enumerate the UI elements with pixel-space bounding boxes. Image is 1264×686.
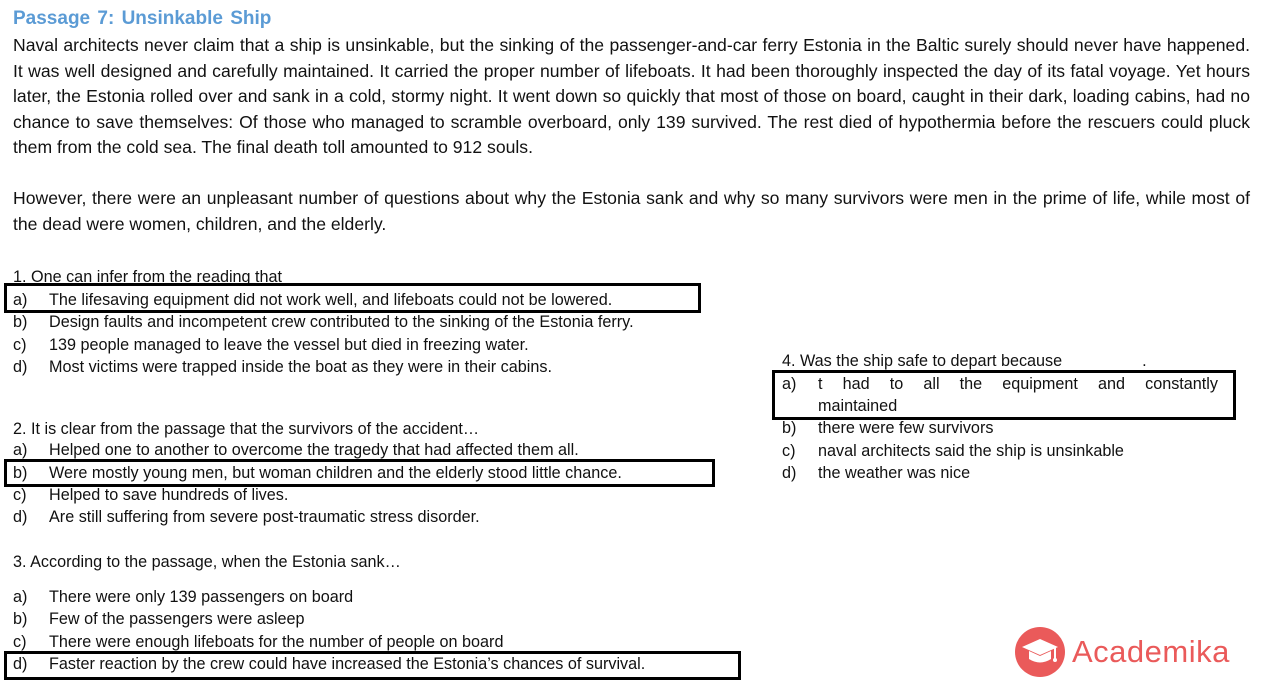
option-letter: d): [13, 655, 28, 673]
option-letter: c): [13, 633, 27, 651]
question-3-option-c[interactable]: [13, 631, 503, 653]
option-text: Few of the passengers were asleep: [49, 610, 305, 628]
question-4-stem-end: .: [1142, 352, 1147, 370]
question-4-option-b[interactable]: [782, 417, 993, 439]
answer-highlight-box: [772, 370, 1236, 420]
option-text: Helped one to another to overcome the tragedy that had affected them all.: [49, 441, 579, 459]
question-2-option-a[interactable]: [13, 439, 579, 461]
answer-highlight-box: [4, 459, 715, 487]
option-text: Were mostly young men, but woman children and the elderly stood little chance.: [49, 464, 622, 482]
question-4-option-a-continued: maintained: [818, 397, 898, 415]
option-letter: a): [13, 441, 28, 459]
option-letter: a): [13, 291, 28, 309]
option-text: There were only 139 passengers on board: [49, 588, 354, 606]
question-4-option-c[interactable]: [782, 440, 1124, 462]
question-2-option-c[interactable]: [13, 484, 288, 506]
option-text: 139 people managed to leave the vessel but died in freezing water.: [49, 336, 529, 354]
option-letter: d): [782, 464, 797, 482]
academika-logo: [1014, 626, 1230, 678]
option-letter: a): [13, 588, 28, 606]
option-letter: c): [13, 486, 27, 504]
answer-highlight-box: [4, 283, 701, 313]
graduation-cap-icon: [1014, 626, 1066, 678]
option-text: Are still suffering from severe post-traumatic stress disorder.: [49, 508, 480, 526]
question-3-stem: 3. According to the passage, when the Estonia sank…: [13, 553, 401, 571]
question-4-stem-text: 4. Was the ship safe to depart because: [782, 352, 1063, 370]
passage-title: Passage 7: Unsinkable Ship: [13, 8, 272, 29]
question-1-stem: 1. One can infer from the reading that: [13, 268, 283, 286]
option-letter: b): [13, 464, 28, 482]
option-text: Most victims were trapped inside the boat as they were in their cabins.: [49, 358, 552, 376]
option-letter: a): [782, 375, 797, 393]
question-2-stem: 2. It is clear from the passage that the survivors of the accident…: [13, 420, 480, 438]
question-4-stem: [782, 350, 1147, 372]
option-letter: d): [13, 508, 28, 526]
option-text: Faster reaction by the crew could have increased the Estonia’s chances of survival.: [49, 655, 646, 673]
option-text: Helped to save hundreds of lives.: [49, 486, 289, 504]
option-letter: c): [13, 336, 27, 354]
question-4-option-d[interactable]: [782, 462, 970, 484]
answer-highlight-box: [4, 651, 741, 680]
question-1-option-d[interactable]: [13, 356, 552, 378]
option-text: There were enough lifeboats for the number of people on board: [49, 633, 504, 651]
question-3-option-a[interactable]: [13, 586, 353, 608]
option-letter: c): [782, 442, 796, 460]
question-2-option-d[interactable]: [13, 506, 480, 528]
option-letter: b): [782, 419, 797, 437]
question-3-option-b[interactable]: [13, 608, 305, 630]
passage-paragraph-1: Naval architects never claim that a ship is unsinkable, but the sinking of the passenger-and-car ferry Estonia in the Baltic surely should never have happened. It was well designed and carefully maintained. It carried the proper number of lifeboats. It had been thoroughly inspected the day of its fatal voyage. Yet hours later, the Estonia rolled over and sank in a cold, stormy night. It went down so quickly that most of those on board, caught in their dark, loading cabins, had no chance to save themselves: Of those who managed to scramble overboard, only 139 survived. The rest died of hypothermia before the rescuers could pluck them from the cold sea. The final death toll amounted to 912 souls.: [13, 35, 1250, 158]
option-text: Design faults and incompetent crew contributed to the sinking of the Estonia ferry.: [49, 313, 634, 331]
option-letter: d): [13, 358, 28, 376]
option-text: The lifesaving equipment did not work well, and lifeboats could not be lowered.: [49, 291, 613, 309]
question-1-option-c[interactable]: [13, 334, 529, 356]
option-letter: b): [13, 610, 28, 628]
option-text: there were few survivors: [818, 419, 994, 437]
option-text: t had to all the equipment and constantly: [818, 375, 1218, 393]
question-1-option-b[interactable]: [13, 311, 634, 333]
logo-text: Academika: [1072, 634, 1230, 669]
option-text: naval architects said the ship is unsinkable: [818, 442, 1124, 460]
passage-paragraph-2: However, there were an unpleasant number of questions about why the Estonia sank and why so many survivors were men in the prime of life, while most of the dead were women, children, and the elderly.: [13, 188, 1250, 234]
option-letter: b): [13, 313, 28, 331]
option-text: the weather was nice: [818, 464, 971, 482]
